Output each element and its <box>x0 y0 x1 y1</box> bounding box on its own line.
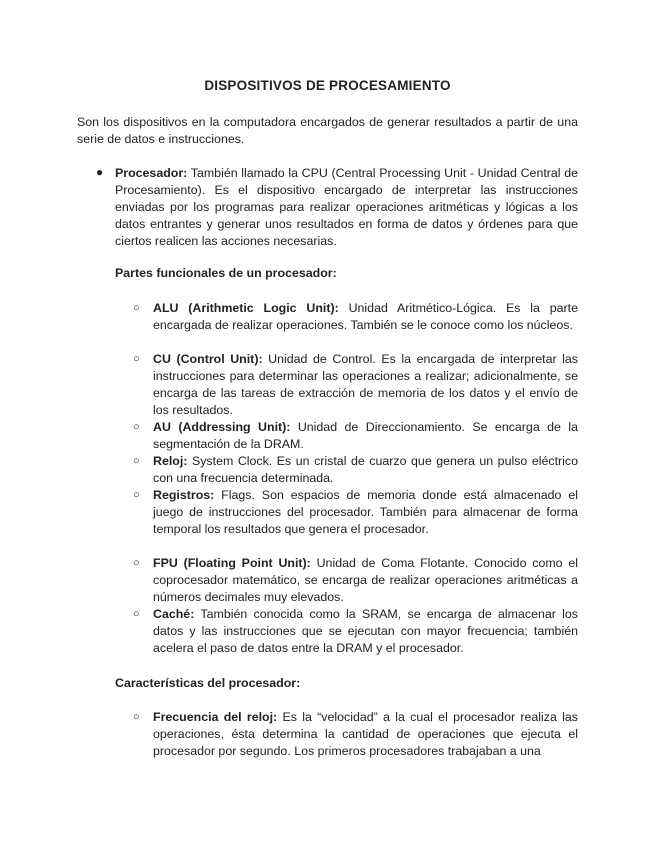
item-text: Es la “velocidad” a la cual el procesador realiza las operaciones, ésta determina la cantidad de operaciones que ejecuta el procesador por segundo. Los primeros procesadores trabajaban a una <box>153 710 578 758</box>
list-marker: ○ <box>133 608 140 620</box>
list-marker: ○ <box>133 421 140 433</box>
procesador-label: Procesador: <box>115 166 188 180</box>
item-label: Frecuencia del reloj: <box>153 710 278 724</box>
item-text: Flags. Son espacios de memoria donde está almacenado el juego de instrucciones del procesador. También para almacenar de forma temporal los resultados que genera el procesador. <box>153 488 578 536</box>
item-label: CU (Control Unit): <box>153 352 263 366</box>
list-item-cache <box>153 606 578 657</box>
list-item-alu <box>153 300 578 334</box>
item-label: Registros: <box>153 488 215 502</box>
list-item-frecuencia <box>153 709 578 760</box>
item-text: Unidad de Control. Es la encargada de interpretar las instrucciones para determinar las operaciones a realizar; adicionalmente, se encarga de las tareas de extracción de memoria de los datos y el envío de los resultados. <box>153 352 579 417</box>
item-label: Caché: <box>153 607 195 621</box>
item-text: También conocida como la SRAM, se encarga de almacenar los datos y las instrucciones que se ejecutan con mayor frecuencia; también acelera el paso de datos entre la DRAM y el procesador. <box>153 607 579 655</box>
item-text: Unidad de Direccionamiento. Se encarga de la segmentación de la DRAM. <box>153 420 578 451</box>
item-text: Unidad de Coma Flotante. Conocido como el coprocesador matemático, se encarga de realizar operaciones aritméticas a números decimales muy elevados. <box>153 556 578 604</box>
list-item-cu <box>153 351 578 419</box>
list-marker: ○ <box>133 353 140 365</box>
item-label: FPU (Floating Point Unit): <box>153 556 311 570</box>
procesador-text: También llamado la CPU (Central Processing Unit - Unidad Central de Procesamiento). Es el dispositivo encargado de interpretar las instrucciones enviadas por los programas para realizar operaciones aritméticas y lógicas a los datos entrantes y generar unos resultados en forma de datos y órdenes para que ciertos realicen las acciones necesarias. <box>115 166 579 248</box>
item-label: Reloj: <box>153 454 188 468</box>
list-marker: ○ <box>133 557 140 569</box>
list-item-registros <box>153 487 578 538</box>
procesador-paragraph <box>115 165 578 250</box>
item-label: ALU (Arithmetic Logic Unit): <box>153 301 339 315</box>
item-text: Unidad Aritmético-Lógica. Es la parte encargada de realizar operaciones. También se le conoce como los núcleos. <box>153 301 579 332</box>
caracteristicas-heading: Características del procesador: <box>115 676 301 690</box>
list-marker: ○ <box>133 302 140 314</box>
item-label: AU (Addressing Unit): <box>153 420 291 434</box>
list-marker: ○ <box>133 711 140 723</box>
list-marker: ○ <box>133 489 140 501</box>
partes-heading: Partes funcionales de un procesador: <box>115 266 337 280</box>
list-item-au <box>153 419 578 453</box>
bullet-marker: ● <box>96 165 104 179</box>
list-item-reloj <box>153 453 578 487</box>
page-title: DISPOSITIVOS DE PROCESAMIENTO <box>204 78 451 93</box>
list-marker: ○ <box>133 455 140 467</box>
intro-paragraph: Son los dispositivos en la computadora encargados de generar resultados a partir de una serie de datos e instrucciones. <box>77 115 578 146</box>
list-item-fpu <box>153 555 578 606</box>
item-text: System Clock. Es un cristal de cuarzo que genera un pulso eléctrico con una frecuencia determinada. <box>153 454 578 485</box>
